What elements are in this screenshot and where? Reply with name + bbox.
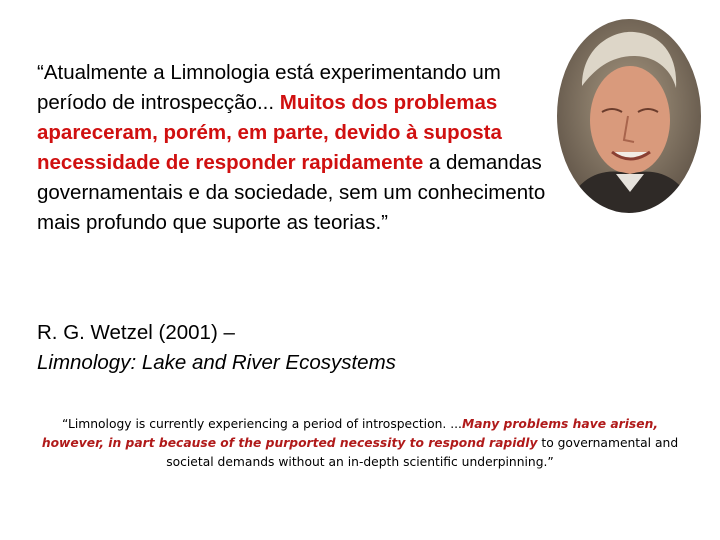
quote-pt-ending: a demandas governamentais e da sociedade, sem um conhecimento mais profundo que suporte as teorias.”: [37, 151, 546, 234]
citation-author: R. G. Wetzel (2001) –: [37, 321, 235, 344]
quote-pt-intro: “Atualmente a Limnologia está experimentando um período de introspecção...: [37, 61, 501, 114]
quote-en-ending: to governamental and societal demands without an in-depth scientific underpinning.”: [166, 436, 679, 469]
citation-book-title: Limnology: Lake and River Ecosystems: [37, 351, 396, 374]
english-quote: [30, 415, 690, 472]
author-portrait: [554, 16, 704, 216]
portuguese-quote: [37, 58, 547, 238]
quote-en-intro: “Limnology is currently experiencing a period of introspection. ...: [62, 417, 462, 431]
citation: [37, 318, 396, 378]
quote-pt-highlight: Muitos dos problemas apareceram, porém, em parte, devido à suposta necessidade de responder rapidamente: [37, 91, 502, 174]
quote-en-highlight: Many problems have arisen, however, in part because of the purported necessity to respond rapidly: [41, 417, 658, 450]
